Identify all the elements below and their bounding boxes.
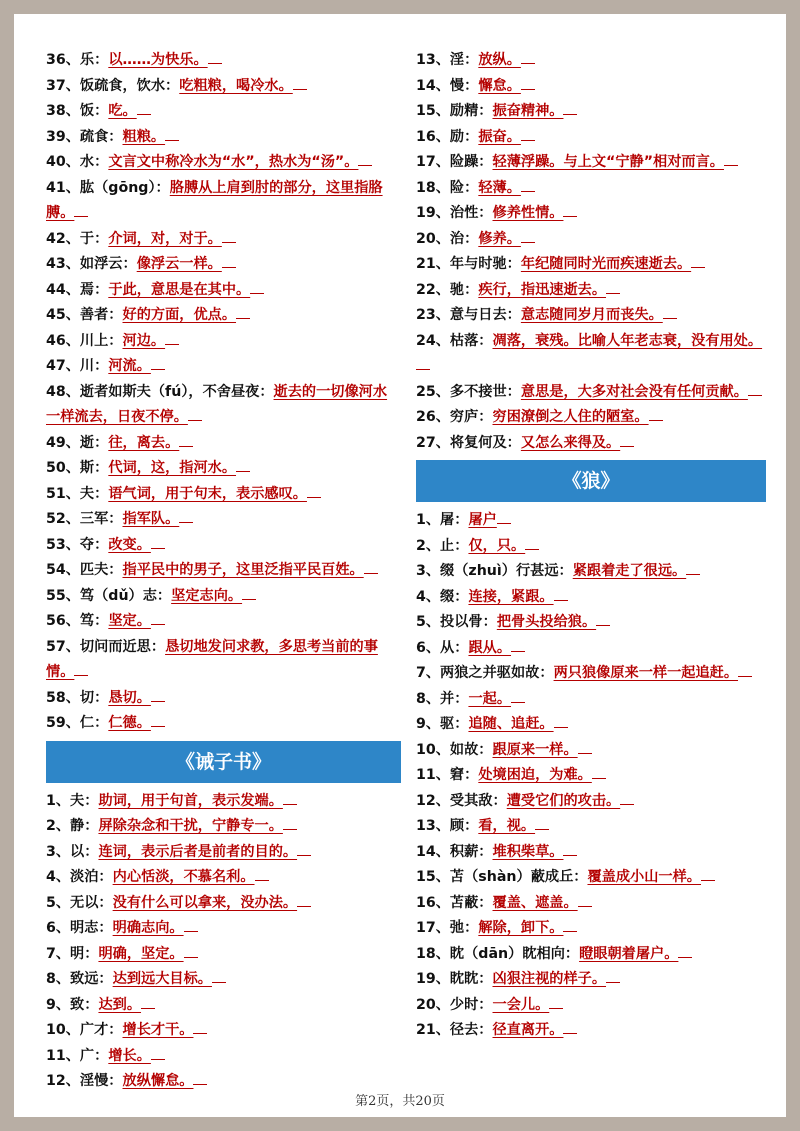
- annotation-term: 45、善者：: [46, 307, 123, 323]
- annotation-definition: 河边。: [122, 332, 166, 349]
- answer-underline: [563, 204, 577, 217]
- answer-underline: [620, 792, 634, 805]
- annotation-term: 22、驰：: [416, 281, 479, 298]
- annotation-definition: 吃粗粮，喝冷水。: [179, 77, 293, 94]
- annotation-item: [416, 431, 766, 457]
- annotation-term: 25、多不接世：: [416, 383, 521, 400]
- answer-underline: [250, 281, 264, 294]
- annotation-item: [416, 559, 766, 585]
- annotation-term: 9、致：: [46, 996, 99, 1013]
- annotation-definition: 跟原来一样。: [492, 741, 578, 758]
- answer-underline: [293, 77, 307, 90]
- annotation-item: [46, 891, 401, 917]
- annotation-term: 14、积薪：: [416, 843, 493, 860]
- answer-underline: [193, 1072, 207, 1085]
- annotation-definition: 堆积柴草。: [492, 843, 564, 860]
- answer-underline: [521, 128, 535, 141]
- answer-underline: [724, 153, 738, 166]
- annotation-term: 3、以：: [46, 843, 99, 860]
- annotation-item: [46, 48, 401, 74]
- annotation-item: [46, 482, 401, 508]
- annotation-definition: 明确，坚定。: [98, 945, 184, 962]
- answer-underline: [620, 434, 634, 447]
- annotation-item: [46, 533, 401, 559]
- annotation-item: [46, 507, 401, 533]
- annotation-term: 42、于：: [46, 230, 109, 247]
- annotation-item: [416, 201, 766, 227]
- annotation-definition: 瞪眼朝着屠户。: [579, 945, 679, 962]
- answer-underline: [193, 1021, 207, 1034]
- annotation-term: 27、将复何及：: [416, 434, 521, 451]
- annotation-definition: 紧跟着走了很远。: [572, 563, 687, 579]
- answer-underline: [592, 766, 606, 779]
- annotation-term: 50、斯：: [46, 460, 109, 476]
- annotation-term: 53、夺：: [46, 536, 109, 553]
- annotation-definition: 河流。: [108, 358, 151, 374]
- annotation-definition: 跟从。: [468, 639, 512, 656]
- annotation-definition: 像浮云一样。: [136, 256, 222, 272]
- annotation-item: [416, 814, 766, 840]
- annotation-item: [46, 125, 401, 151]
- annotation-term: 10、广才：: [46, 1022, 123, 1038]
- annotation-definition: 遭受它们的攻击。: [506, 792, 621, 809]
- annotation-term: 6、明志：: [46, 920, 113, 936]
- annotation-item: [46, 558, 401, 584]
- annotation-term: 38、饭：: [46, 103, 109, 119]
- annotation-term: 43、如浮云：: [46, 256, 137, 272]
- annotation-item: [416, 891, 766, 917]
- answer-underline: [521, 51, 535, 64]
- annotation-definition: 修养。: [478, 230, 521, 247]
- annotation-item: [416, 74, 766, 100]
- annotation-term: 7、明：: [46, 945, 99, 962]
- annotation-item: [46, 74, 401, 100]
- annotation-term: 58、切：: [46, 689, 109, 706]
- annotation-definition: 又怎么来得及。: [520, 434, 621, 451]
- annotation-term: 5、投以骨：: [416, 614, 497, 630]
- annotation-term: 20、治：: [416, 230, 479, 247]
- annotation-definition: 恳切。: [108, 689, 151, 706]
- answer-underline: [151, 357, 165, 370]
- annotation-definition: 年纪随同时光而疾速逝去。: [520, 256, 692, 272]
- annotation-item: [416, 840, 766, 866]
- annotation-term: 41、肱（gōng）：: [46, 179, 170, 196]
- annotation-term: 51、夫：: [46, 485, 109, 502]
- annotation-term: 19、治性：: [416, 205, 493, 221]
- answer-underline: [212, 970, 226, 983]
- answer-underline: [511, 690, 525, 703]
- annotation-definition: 于此，意思是在其中。: [108, 281, 251, 298]
- annotation-term: 4、淡泊：: [46, 869, 113, 885]
- answer-underline: [606, 281, 620, 294]
- annotation-term: 59、仁：: [46, 715, 109, 731]
- annotation-definition: 追随、追赶。: [468, 716, 554, 732]
- annotation-item: [416, 738, 766, 764]
- answer-underline: [649, 408, 663, 421]
- annotation-term: 20、少时：: [416, 996, 493, 1013]
- annotation-definition: 吃。: [108, 103, 137, 119]
- answer-underline: [578, 894, 592, 907]
- answer-underline: [563, 1021, 577, 1034]
- document-page: [14, 14, 786, 1117]
- annotation-definition: 仅，只。: [468, 537, 526, 554]
- annotation-term: 49、逝：: [46, 434, 109, 451]
- answer-underline: [416, 357, 430, 370]
- page-footer: 第2页，共20页: [355, 1094, 445, 1109]
- annotation-term: 47、川：: [46, 358, 109, 374]
- right-column: [416, 48, 766, 1044]
- annotation-term: 37、饭疏食，饮水：: [46, 77, 180, 94]
- annotation-item: [416, 48, 766, 74]
- annotation-item: [46, 456, 401, 482]
- answer-underline: [74, 663, 88, 676]
- annotation-definition: 意思是，大多对社会没有任何贡献。: [520, 383, 748, 400]
- answer-underline: [151, 536, 165, 549]
- annotation-term: 48、逝者如斯夫（fú），不舍昼夜：: [46, 383, 274, 400]
- annotation-definition: 没有什么可以拿来，没办法。: [112, 894, 298, 911]
- answer-underline: [151, 714, 165, 727]
- annotation-definition: 以……为快乐。: [108, 52, 208, 68]
- annotation-term: 12、淫慢：: [46, 1073, 123, 1089]
- annotation-term: 5、无以：: [46, 894, 113, 911]
- annotation-item: [416, 125, 766, 151]
- annotation-item: [416, 508, 766, 534]
- annotation-definition: 仁德。: [108, 715, 151, 731]
- annotation-definition: 代词，这，指河水。: [108, 460, 237, 476]
- annotation-term: 15、苫（shàn）蔽成丘：: [416, 869, 588, 885]
- annotation-definition: 屠户: [468, 512, 497, 528]
- annotation-definition: 好的方面，优点。: [122, 307, 237, 323]
- annotation-item: [416, 99, 766, 125]
- answer-underline: [535, 817, 549, 830]
- answer-underline: [222, 255, 236, 268]
- annotation-item: [46, 354, 401, 380]
- answer-underline: [151, 689, 165, 702]
- annotation-item: [416, 278, 766, 304]
- answer-underline: [208, 51, 222, 64]
- answer-underline: [184, 919, 198, 932]
- annotation-term: 8、致远：: [46, 971, 113, 987]
- annotation-item: [46, 278, 401, 304]
- annotation-term: 36、乐：: [46, 52, 109, 68]
- annotation-item: [46, 1018, 401, 1044]
- answer-underline: [596, 613, 610, 626]
- annotation-term: 2、静：: [46, 818, 99, 834]
- annotation-item: [416, 534, 766, 560]
- annotation-definition: 往，离去。: [108, 434, 180, 451]
- annotation-item: [416, 585, 766, 611]
- answer-underline: [554, 715, 568, 728]
- annotation-term: 7、两狼之并驱如故：: [416, 665, 554, 681]
- annotation-item: [416, 329, 766, 380]
- annotation-term: 15、励精：: [416, 103, 493, 119]
- answer-underline: [151, 1047, 165, 1060]
- answer-underline: [549, 996, 563, 1009]
- annotation-term: 4、缀：: [416, 588, 469, 605]
- annotation-definition: 连词，表示后者是前者的目的。: [98, 843, 298, 860]
- answer-underline: [358, 153, 372, 166]
- answer-underline: [242, 587, 256, 600]
- annotation-item: [46, 99, 401, 125]
- answer-underline: [179, 434, 193, 447]
- answer-underline: [525, 537, 539, 550]
- annotation-term: 18、眈（dān）眈相向：: [416, 945, 580, 962]
- annotation-term: 39、疏食：: [46, 128, 123, 145]
- annotation-item: [416, 865, 766, 891]
- answer-underline: [297, 894, 311, 907]
- annotation-item: [416, 150, 766, 176]
- annotation-definition: 修养性情。: [492, 205, 564, 221]
- annotation-definition: 指平民中的男子，这里泛指平民百姓。: [122, 562, 364, 578]
- annotation-definition: 凶狠注视的样子。: [492, 971, 607, 987]
- annotation-item: [46, 380, 401, 431]
- answer-underline: [74, 204, 88, 217]
- annotation-definition: 两只狼像原来一样一起追赶。: [553, 665, 739, 681]
- annotation-definition: 增长。: [108, 1047, 151, 1064]
- annotation-definition: 解除，卸下。: [478, 920, 564, 936]
- answer-underline: [748, 383, 762, 396]
- annotation-term: 14、慢：: [416, 77, 479, 94]
- annotation-definition: 达到远大目标。: [112, 971, 212, 987]
- annotation-item: [46, 635, 401, 686]
- answer-underline: [678, 945, 692, 958]
- annotation-item: [416, 303, 766, 329]
- answer-underline: [283, 792, 297, 805]
- annotation-term: 17、弛：: [416, 920, 479, 936]
- annotation-item: [416, 687, 766, 713]
- annotation-term: 1、屠：: [416, 512, 469, 528]
- annotation-item: [46, 609, 401, 635]
- answer-underline: [151, 612, 165, 625]
- section-header-lang: 《狼》: [416, 460, 766, 502]
- annotation-item: [416, 1018, 766, 1044]
- annotation-definition: 看，视。: [478, 818, 536, 834]
- annotation-definition: 坚定志向。: [171, 587, 243, 604]
- annotation-term: 16、苫蔽：: [416, 894, 493, 911]
- annotation-item: [416, 661, 766, 687]
- annotation-item: [46, 814, 401, 840]
- annotation-definition: 改变。: [108, 536, 151, 553]
- annotation-definition: 达到。: [98, 996, 142, 1013]
- annotation-term: 2、止：: [416, 537, 469, 554]
- annotation-term: 9、驱：: [416, 716, 469, 732]
- annotation-item: [46, 252, 401, 278]
- answer-underline: [701, 868, 715, 881]
- annotation-term: 52、三军：: [46, 511, 123, 527]
- answer-underline: [497, 511, 511, 524]
- annotation-definition: 振奋。: [478, 128, 521, 145]
- answer-underline: [236, 306, 250, 319]
- answer-underline: [511, 639, 525, 652]
- section-header-jiezishu: 《诫子书》: [46, 741, 401, 783]
- annotation-definition: 胳膊从上肩到肘的部分，这里指胳膊。: [46, 179, 383, 221]
- annotation-item: [416, 712, 766, 738]
- annotation-definition: 连接，紧跟。: [468, 588, 554, 605]
- annotation-definition: 逝去的一切像河水一样流去，日夜不停。: [46, 383, 388, 425]
- answer-underline: [578, 741, 592, 754]
- answer-underline: [222, 230, 236, 243]
- answer-underline: [236, 459, 250, 472]
- annotation-term: 10、如故：: [416, 741, 493, 758]
- annotation-item: [416, 993, 766, 1019]
- annotation-item: [46, 1044, 401, 1070]
- annotation-definition: 指军队。: [122, 511, 180, 527]
- annotation-definition: 凋落，衰残。比喻人年老志衰，没有用处。: [492, 332, 763, 349]
- annotation-definition: 坚定。: [108, 613, 151, 629]
- answer-underline: [188, 408, 202, 421]
- answer-underline: [165, 128, 179, 141]
- annotation-definition: 语气词，用于句末，表示感叹。: [108, 485, 307, 502]
- annotation-item: [416, 942, 766, 968]
- answer-underline: [563, 102, 577, 115]
- annotation-item: [46, 303, 401, 329]
- answer-underline: [563, 843, 577, 856]
- answer-underline: [141, 996, 155, 1009]
- annotation-item: [46, 711, 401, 737]
- annotation-item: [46, 789, 401, 815]
- annotation-definition: 覆盖、遮盖。: [492, 894, 578, 911]
- annotation-term: 55、笃（dǔ）志：: [46, 587, 172, 604]
- annotation-item: [46, 150, 401, 176]
- answer-underline: [179, 510, 193, 523]
- annotation-item: [46, 176, 401, 227]
- annotation-definition: 意志随同岁月而丧失。: [520, 307, 663, 323]
- annotation-item: [416, 252, 766, 278]
- annotation-definition: 屏除杂念和干扰，宁静专一。: [98, 818, 283, 834]
- annotation-item: [46, 840, 401, 866]
- right-list-b: [416, 508, 766, 1044]
- annotation-term: 3、缀（zhuì）行甚远：: [416, 563, 573, 579]
- annotation-item: [416, 916, 766, 942]
- annotation-term: 57、切问而近思：: [46, 638, 166, 655]
- answer-underline: [691, 255, 705, 268]
- annotation-definition: 放纵懈怠。: [122, 1073, 194, 1089]
- annotation-item: [46, 584, 401, 610]
- annotation-item: [416, 789, 766, 815]
- annotation-item: [46, 993, 401, 1019]
- annotation-item: [416, 610, 766, 636]
- annotation-term: 11、广：: [46, 1047, 109, 1064]
- annotation-definition: 振奋精神。: [492, 103, 564, 119]
- annotation-item: [416, 176, 766, 202]
- annotation-term: 13、顾：: [416, 818, 479, 834]
- annotation-item: [416, 380, 766, 406]
- annotation-term: 6、从：: [416, 639, 469, 656]
- annotation-definition: 增长才干。: [122, 1022, 194, 1038]
- annotation-item: [46, 865, 401, 891]
- annotation-definition: 内心恬淡，不慕名利。: [112, 869, 255, 885]
- annotation-term: 40、水：: [46, 154, 109, 170]
- left-column: [46, 48, 401, 1095]
- annotation-definition: 一会儿。: [492, 996, 550, 1013]
- annotation-term: 56、笃：: [46, 613, 109, 629]
- annotation-item: [46, 329, 401, 355]
- annotation-item: [416, 967, 766, 993]
- annotation-item: [46, 686, 401, 712]
- annotation-term: 19、眈眈：: [416, 971, 493, 987]
- right-list-a: [416, 48, 766, 456]
- annotation-definition: 覆盖成小山一样。: [587, 869, 701, 885]
- annotation-term: 1、夫：: [46, 792, 99, 809]
- annotation-item: [416, 227, 766, 253]
- annotation-definition: 一起。: [468, 690, 512, 707]
- annotation-definition: 助词，用于句首，表示发端。: [98, 792, 283, 809]
- answer-underline: [165, 332, 179, 345]
- answer-underline: [521, 230, 535, 243]
- annotation-definition: 疾行，指迅速逝去。: [478, 281, 607, 298]
- answer-underline: [297, 843, 311, 856]
- annotation-term: 44、焉：: [46, 281, 109, 298]
- annotation-definition: 把骨头投给狼。: [496, 614, 597, 630]
- annotation-term: 13、淫：: [416, 52, 479, 68]
- answer-underline: [563, 919, 577, 932]
- annotation-item: [46, 431, 401, 457]
- answer-underline: [364, 561, 378, 574]
- annotation-term: 26、穷庐：: [416, 409, 493, 425]
- left-list-b: [46, 789, 401, 1095]
- annotation-term: 21、径去：: [416, 1022, 493, 1038]
- annotation-item: [46, 967, 401, 993]
- annotation-term: 24、枯落：: [416, 332, 493, 349]
- answer-underline: [307, 485, 321, 498]
- answer-underline: [283, 817, 297, 830]
- annotation-definition: 懈怠。: [478, 77, 521, 94]
- annotation-term: 46、川上：: [46, 332, 123, 349]
- annotation-definition: 轻薄。: [478, 179, 521, 196]
- answer-underline: [521, 179, 535, 192]
- annotation-definition: 处境困迫，为难。: [478, 767, 592, 783]
- answer-underline: [738, 664, 752, 677]
- annotation-item: [46, 227, 401, 253]
- annotation-definition: 文言文中称冷水为“水”，热水为“汤”。: [108, 154, 359, 170]
- annotation-item: [416, 405, 766, 431]
- annotation-item: [416, 763, 766, 789]
- annotation-item: [46, 942, 401, 968]
- annotation-item: [416, 636, 766, 662]
- annotation-definition: 穷困潦倒之人住的陋室。: [492, 409, 649, 425]
- answer-underline: [255, 868, 269, 881]
- answer-underline: [686, 562, 700, 575]
- annotation-item: [46, 916, 401, 942]
- annotation-term: 54、匹夫：: [46, 562, 123, 578]
- annotation-definition: 恳切地发问求教，多思考当前的事情。: [46, 638, 378, 680]
- answer-underline: [521, 77, 535, 90]
- answer-underline: [137, 102, 151, 115]
- answer-underline: [606, 970, 620, 983]
- annotation-term: 21、年与时驰：: [416, 256, 521, 272]
- annotation-definition: 明确志向。: [112, 920, 184, 936]
- answer-underline: [184, 945, 198, 958]
- annotation-definition: 放纵。: [478, 52, 521, 68]
- annotation-term: 16、励：: [416, 128, 479, 145]
- annotation-term: 11、窘：: [416, 767, 479, 783]
- answer-underline: [663, 306, 677, 319]
- annotation-definition: 粗粮。: [122, 128, 166, 145]
- annotation-definition: 轻薄浮躁。与上文“宁静”相对而言。: [492, 154, 724, 170]
- left-list-a: [46, 48, 401, 737]
- annotation-term: 8、并：: [416, 690, 469, 707]
- answer-underline: [554, 588, 568, 601]
- annotation-term: 18、险：: [416, 179, 479, 196]
- annotation-term: 23、意与日去：: [416, 307, 521, 323]
- annotation-term: 12、受其敌：: [416, 792, 507, 809]
- annotation-definition: 径直离开。: [492, 1022, 564, 1038]
- annotation-term: 17、险躁：: [416, 154, 493, 170]
- annotation-definition: 介词，对，对于。: [108, 230, 222, 247]
